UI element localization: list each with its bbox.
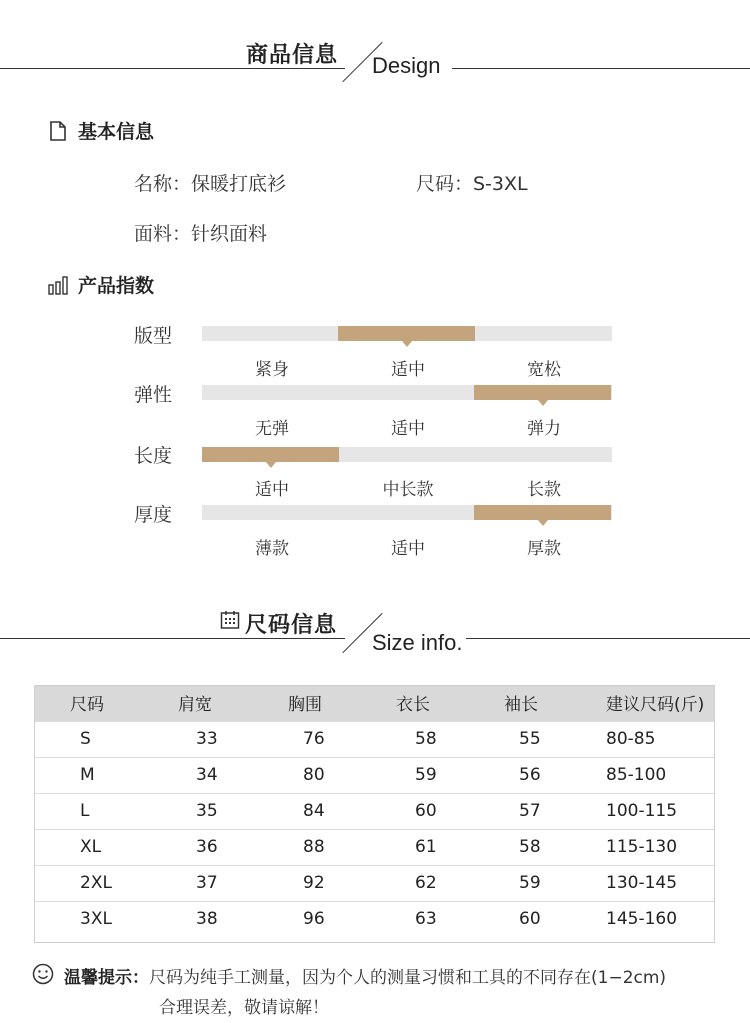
size-section-title: 尺码信息: [245, 613, 338, 638]
size-table-cell: 85-100: [580, 757, 715, 793]
index-label: 弹性: [134, 384, 173, 406]
product-index-heading: [48, 271, 154, 298]
size-table-cell: S: [34, 721, 142, 757]
index-option: 宽松: [527, 360, 561, 380]
product-section-title: 商品信息: [246, 43, 339, 68]
index-bar: [202, 447, 612, 462]
bar-chart-icon: [48, 274, 68, 296]
index-option: 紧身: [255, 360, 289, 380]
size-table-cell: 63: [362, 901, 470, 937]
size-table-cell: 61: [362, 829, 470, 865]
size-table-row: [34, 865, 715, 901]
index-option: 薄款: [255, 539, 289, 559]
size-table-cell: 76: [252, 721, 362, 757]
index-option: 弹力: [527, 419, 561, 439]
calendar-icon: [220, 610, 240, 630]
size-table-cell: 36: [142, 829, 252, 865]
size-table-row: [34, 793, 715, 829]
index-option: 厚款: [527, 539, 561, 559]
size-table-row: [34, 829, 715, 865]
index-bar-selected: [474, 385, 611, 400]
size-table-cell: 58: [470, 829, 580, 865]
tip-line-1: [64, 963, 666, 988]
size-table-header-cell: 胸围: [252, 685, 362, 721]
product-fabric: 面料：针织面料: [134, 223, 268, 245]
index-bar: [202, 385, 612, 400]
basic-info-heading-text: 基本信息: [78, 121, 155, 143]
index-label: 版型: [134, 325, 173, 347]
product-size-range: 尺码：S-3XL: [416, 173, 528, 195]
size-table-header-cell: 肩宽: [142, 685, 252, 721]
size-table-cell: 84: [252, 793, 362, 829]
index-bar: [202, 505, 612, 520]
index-option: 中长款: [382, 480, 434, 500]
size-table-cell: 38: [142, 901, 252, 937]
size-table-cell: M: [34, 757, 142, 793]
size-table-header-row: [34, 685, 715, 721]
smiley-icon: [32, 963, 54, 985]
size-table-cell: 60: [362, 793, 470, 829]
size-table-row: [34, 901, 715, 937]
size-section-subtitle: Size info.: [372, 630, 463, 655]
tip-label: 温馨提示：: [64, 968, 149, 988]
size-table-cell: 57: [470, 793, 580, 829]
size-table-header-cell: 衣长: [362, 685, 470, 721]
index-option: 长款: [527, 480, 561, 500]
index-bar-selected: [338, 326, 475, 341]
tip-text-2: 合理误差，敬请谅解！: [159, 998, 329, 1018]
product-section-subtitle: Design: [372, 53, 441, 78]
index-label: 厚度: [134, 504, 173, 526]
size-table-cell: 88: [252, 829, 362, 865]
size-table-row: [34, 721, 715, 757]
product-index-heading-text: 产品指数: [78, 275, 155, 297]
size-table-cell: 33: [142, 721, 252, 757]
size-table-cell: 2XL: [34, 865, 142, 901]
index-option: 适中: [391, 360, 425, 380]
size-table-cell: 100-115: [580, 793, 715, 829]
size-table-header-cell: 袖长: [470, 685, 580, 721]
size-table-cell: 59: [470, 865, 580, 901]
size-table-cell: 80: [252, 757, 362, 793]
size-table-cell: L: [34, 793, 142, 829]
size-table: [34, 685, 715, 937]
size-table-cell: 59: [362, 757, 470, 793]
size-table-cell: 35: [142, 793, 252, 829]
product-name: 名称：保暖打底衫: [134, 173, 287, 195]
size-table-row: [34, 757, 715, 793]
size-header-line-right: [466, 638, 750, 639]
size-table-cell: 34: [142, 757, 252, 793]
index-option: 适中: [391, 539, 425, 559]
size-table-cell: 92: [252, 865, 362, 901]
size-table-cell: XL: [34, 829, 142, 865]
size-table-cell: 56: [470, 757, 580, 793]
size-table-cell: 62: [362, 865, 470, 901]
size-table-cell: 3XL: [34, 901, 142, 937]
index-option: 无弹: [255, 419, 289, 439]
tip-text-1: 尺码为纯手工测量，因为个人的测量习惯和工具的不同存在(1−2cm): [149, 968, 667, 988]
index-bar-selected: [474, 505, 611, 520]
size-table-body: [34, 721, 715, 937]
size-table-cell: 55: [470, 721, 580, 757]
size-table-cell: 96: [252, 901, 362, 937]
index-option: 适中: [255, 480, 289, 500]
size-table-cell: 58: [362, 721, 470, 757]
index-bar: [202, 326, 612, 341]
header-line-right: [452, 68, 750, 69]
size-table-header-cell: 建议尺码(斤): [580, 685, 715, 721]
size-table-cell: 60: [470, 901, 580, 937]
index-label: 长度: [134, 445, 173, 467]
size-table-cell: 145-160: [580, 901, 715, 937]
index-option: 适中: [391, 419, 425, 439]
size-table-cell: 115-130: [580, 829, 715, 865]
size-table-cell: 80-85: [580, 721, 715, 757]
size-table-cell: 130-145: [580, 865, 715, 901]
index-bar-selected: [202, 447, 339, 462]
document-icon: [48, 120, 68, 142]
size-table-header-cell: 尺码: [34, 685, 142, 721]
basic-info-heading: [48, 117, 154, 144]
size-table-cell: 37: [142, 865, 252, 901]
